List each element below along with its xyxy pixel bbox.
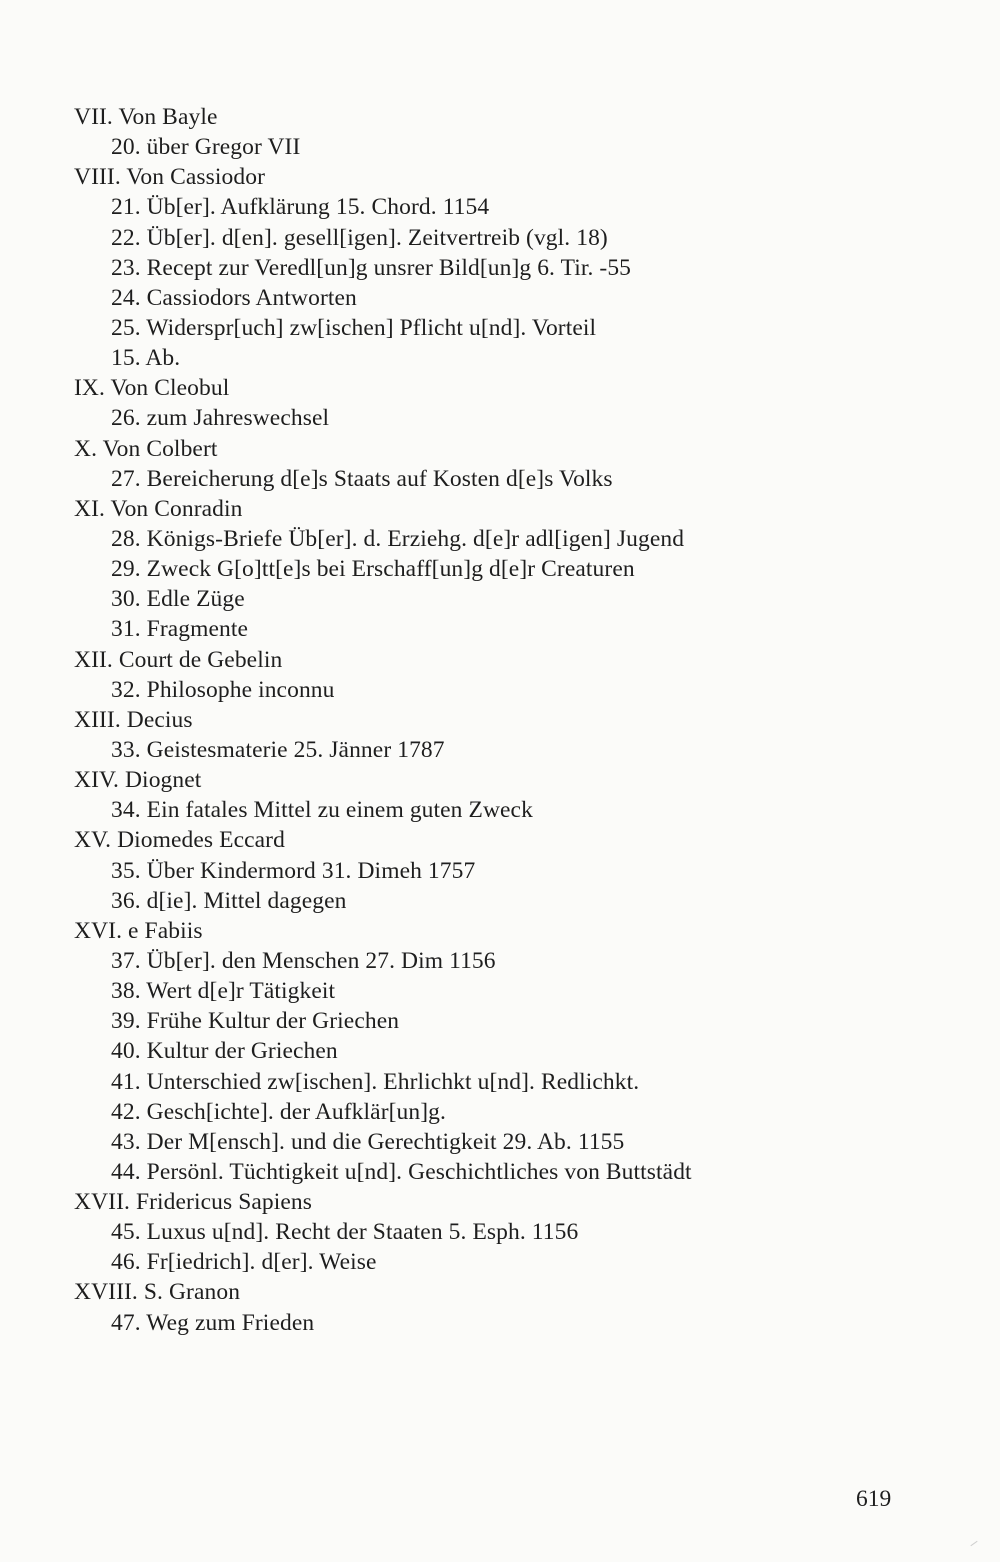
list-item: 25. Widerspr[uch] zw[ischen] Pflicht u[nd]. Vorteil [111,314,597,341]
list-item: 35. Über Kindermord 31. Dimeh 1757 [111,857,476,884]
section-heading: X. Von Colbert [74,435,218,462]
list-item: 41. Unterschied zw[ischen]. Ehrlichkt u[nd]. Redlichkt. [111,1068,640,1095]
list-item: 30. Edle Züge [111,586,245,613]
list-item: 15. Ab. [111,345,181,372]
section-heading: XVII. Fridericus Sapiens [74,1189,313,1216]
list-item: 38. Wert d[e]r Tätigkeit [111,978,336,1005]
list-item: 46. Fr[iedrich]. d[er]. Weise [111,1249,377,1276]
list-item: 37. Üb[er]. den Menschen 27. Dim 1156 [111,947,496,974]
list-item: 47. Weg zum Frieden [111,1309,315,1336]
list-item: 39. Frühe Kultur der Griechen [111,1008,400,1035]
list-item: 26. zum Jahreswechsel [111,405,330,432]
list-item: 27. Bereicherung d[e]s Staats auf Kosten d[e]s Volks [111,465,613,492]
list-item: 20. über Gregor VII [111,134,301,161]
list-item: 22. Üb[er]. d[en]. gesell[igen]. Zeitvertreib (vgl. 18) [111,224,608,251]
list-item: 43. Der M[ensch]. und die Gerechtigkeit 29. Ab. 1155 [111,1128,625,1155]
section-heading: VIII. Von Cassiodor [74,164,265,191]
list-item: 42. Gesch[ichte]. der Aufklär[un]g. [111,1098,446,1125]
section-heading: XVI. e Fabiis [74,917,203,944]
table-of-contents-list [74,102,954,1338]
list-item: 36. d[ie]. Mittel dagegen [111,887,347,914]
list-item: 32. Philosophe inconnu [111,676,335,703]
section-heading: IX. Von Cleobul [74,375,230,402]
list-item: 29. Zweck G[o]tt[e]s bei Erschaff[un]g d[e]r Creaturen [111,556,635,583]
list-item: 21. Üb[er]. Aufklärung 15. Chord. 1154 [111,194,490,221]
section-heading: XIII. Decius [74,706,193,733]
list-item: 45. Luxus u[nd]. Recht der Staaten 5. Esph. 1156 [111,1219,579,1246]
section-heading: VII. Von Bayle [74,104,218,130]
section-heading: XII. Court de Gebelin [74,646,283,673]
list-item: 40. Kultur der Griechen [111,1038,338,1065]
section-heading: XV. Diomedes Eccard [74,827,285,854]
section-heading: XIV. Diognet [74,767,202,794]
scan-edge-mark [970,1541,977,1546]
list-item: 33. Geistesmaterie 25. Jänner 1787 [111,736,445,763]
section-heading: XI. Von Conradin [74,495,243,522]
section-heading: XVIII. S. Granon [74,1279,241,1306]
page-number: 619 [856,1486,892,1512]
list-item: 23. Recept zur Veredl[un]g unsrer Bild[un]g 6. Tir. -55 [111,254,632,281]
list-item: 31. Fragmente [111,616,249,643]
list-item: 24. Cassiodors Antworten [111,284,357,311]
list-item: 34. Ein fatales Mittel zu einem guten Zweck [111,797,533,824]
list-item: 28. Königs-Briefe Üb[er]. d. Erziehg. d[e]r adl[igen] Jugend [111,525,685,552]
list-item: 44. Persönl. Tüchtigkeit u[nd]. Geschichtliches von Buttstädt [111,1158,692,1185]
